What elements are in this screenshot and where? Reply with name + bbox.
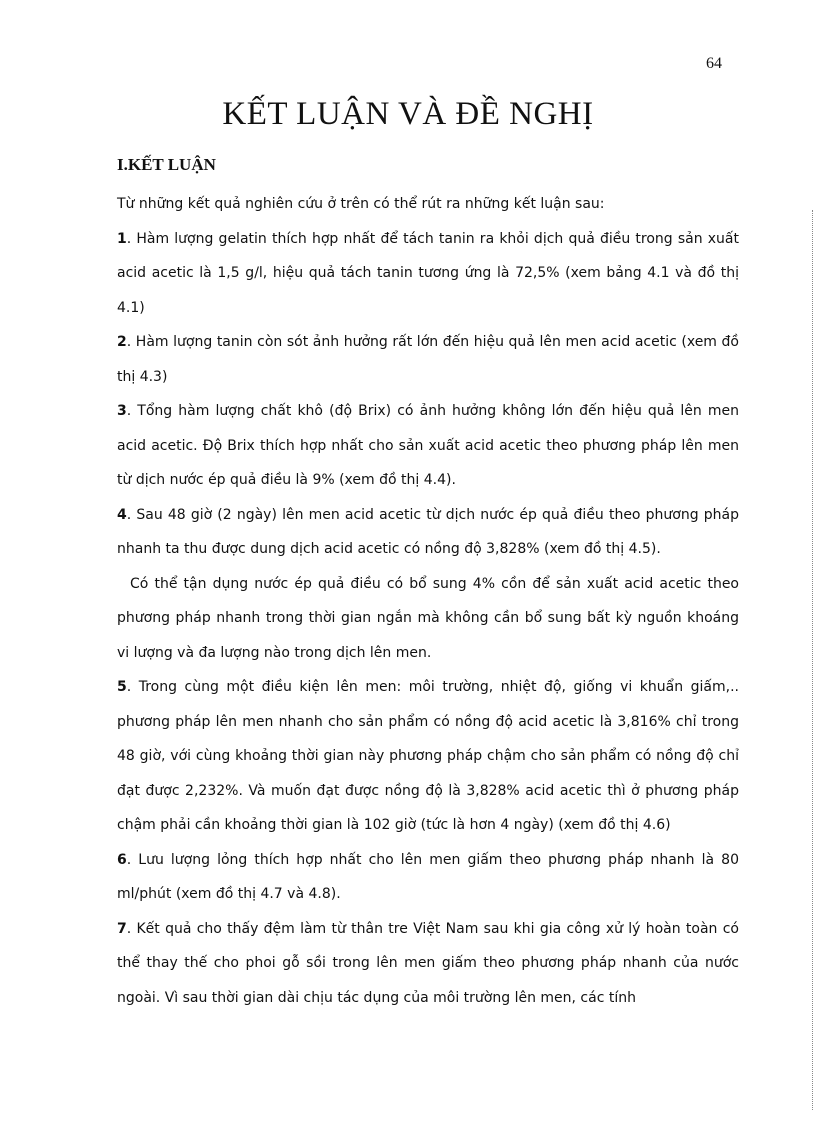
conclusion-item-6 [117, 843, 739, 912]
conclusion-item-3 [117, 394, 739, 498]
item-text: . Hàm lượng tanin còn sót ảnh hưởng rất lớn đến hiệu quả lên men acid acetic (xem đồ thị 4.3) [117, 334, 739, 385]
intro-paragraph: Từ những kết quả nghiên cứu ở trên có thể rút ra những kết luận sau: [117, 196, 605, 212]
conclusion-item-4 [117, 498, 739, 567]
item-text: . Trong cùng một điều kiện lên men: môi trường, nhiệt độ, giống vi khuẩn giấm,.. phương pháp lên men nhanh cho sản phẩm có nồng độ acid acetic là 3,816% chỉ trong 48 giờ, với cùng khoảng thời gian này phương pháp chậm cho sản phẩm có nồng độ chỉ đạt được 2,232%. Và muốn đạt được nồng độ là 3,828% acid acetic thì ở phương pháp chậm phải cần khoảng thời gian là 102 giờ (tức là hơn 4 ngày) (xem đồ thị 4.6) [117, 679, 739, 833]
item-number: 1 [117, 230, 127, 247]
item-text: . Tổng hàm lượng chất khô (độ Brix) có ảnh hưởng không lớn đến hiệu quả lên men acid acetic. Độ Brix thích hợp nhất cho sản xuất acid acetic theo phương pháp lên men từ dịch nước ép quả điều là 9% (xem đồ thị 4.4). [117, 403, 739, 488]
page-number: 64 [706, 55, 722, 72]
item-text: . Lưu lượng lỏng thích hợp nhất cho lên men giấm theo phương pháp nhanh là 80 ml/phút (xem đồ thị 4.7 và 4.8). [117, 851, 739, 902]
item-text: . Kết quả cho thấy đệm làm từ thân tre Việt Nam sau khi gia công xử lý hoàn toàn có thể thay thế cho phoi gỗ sồi trong lên men giấm theo phương pháp nhanh của nước ngoài. Vì sau thời gian dài chịu tác dụng của môi trường lên men, các tính [117, 920, 739, 1006]
item-number: 5 [117, 679, 127, 695]
item-text: . Sau 48 giờ (2 ngày) lên men acid acetic từ dịch nước ép quả điều theo phương pháp nhanh ta thu được dung dịch acid acetic có nồng độ 3,828% (xem đồ thị 4.5). [117, 506, 739, 557]
item-text: Có thể tận dụng nước ép quả điều có bổ sung 4% cồn để sản xuất acid acetic theo phương pháp nhanh trong thời gian ngắn mà không cần bổ sung bất kỳ nguồn khoáng vi lượng và đa lượng nào trong dịch lên men. [117, 575, 739, 661]
conclusion-item-1 [117, 222, 739, 326]
conclusion-item-7 [117, 912, 739, 1016]
item-number: 7 [117, 920, 127, 937]
conclusion-item-5 [117, 670, 739, 843]
conclusion-body [117, 187, 739, 1015]
item-number: 3 [117, 403, 127, 419]
conclusion-item-2 [117, 325, 739, 394]
conclusion-item-4-note [117, 567, 739, 671]
scan-edge-line [812, 210, 815, 1110]
page-title: KẾT LUẬN VÀ ĐỀ NGHỊ [222, 96, 594, 132]
item-number: 2 [117, 334, 127, 350]
item-number: 6 [117, 851, 127, 868]
item-text: . Hàm lượng gelatin thích hợp nhất để tách tanin ra khỏi dịch quả điều trong sản xuất acid acetic là 1,5 g/l, hiệu quả tách tanin tương ứng là 72,5% (xem bảng 4.1 và đồ thị 4.1) [117, 230, 739, 316]
section-heading: I.KẾT LUẬN [117, 155, 216, 174]
item-number: 4 [117, 506, 127, 523]
